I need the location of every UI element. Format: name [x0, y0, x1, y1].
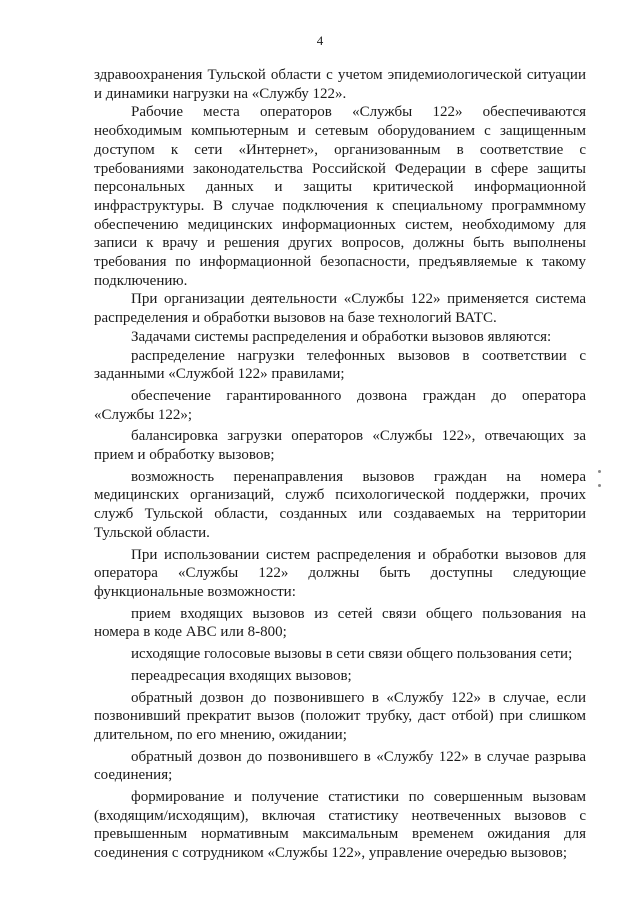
list-item-capability: переадресация входящих вызовов; — [131, 667, 352, 684]
margin-mark — [598, 470, 601, 473]
list-item-task: возможность перенаправления вызовов граждан на номера медицинских организаций, служб психологической поддержки, прочих служб Тульской области, созданных или создаваемых на территории Тульской области. — [94, 468, 586, 541]
paragraph-workplaces: Рабочие места операторов «Службы 122» обеспечиваются необходимым компьютерным и сетевым оборудованием с защищенным доступом к сети «Интернет», организованным в соответствие с требованиями законодательства Российской Федерации в сфере защиты персональных данных и защиты критической информационной инфраструктуры. В случае подключения к специальному программному обеспечению медицинских информационных систем, необходимому для записи к врачу и решения других вопросов, должны быть выполнены требования по информационной безопасности, предъявляемые к такому подключению. — [94, 104, 586, 289]
document-body — [94, 66, 586, 863]
list-item-capability: обратный дозвон до позвонившего в «Службу 122» в случае разрыва соединения; — [94, 748, 586, 784]
list-item-task: распределение нагрузки телефонных вызовов в соответствии с заданными «Службой 122» правилами; — [94, 347, 586, 383]
list-item-capability: исходящие голосовые вызовы в сети связи общего пользования сети; — [131, 646, 573, 663]
list-item-capability: обратный дозвон до позвонившего в «Службу 122» в случае, если позвонивший прекратит вызов (положит трубку, даст отбой) при слишком длительном, по его мнению, ожидании; — [94, 689, 586, 743]
page-number: 4 — [316, 33, 324, 48]
paragraph-continuation: здравоохранения Тульской области с учетом эпидемиологической ситуации и динамики нагрузки на «Службу 122». — [94, 67, 586, 102]
paragraph-vats: При организации деятельности «Службы 122» применяется система распределения и обработки вызовов на базе технологий ВАТС. — [94, 291, 586, 327]
list-item-task: балансировка загрузки операторов «Службы 122», отвечающих за прием и обработку вызовов; — [94, 428, 586, 464]
paragraph-tasks-intro: Задачами системы распределения и обработки вызовов являются: — [131, 328, 552, 345]
list-item-task: обеспечение гарантированного дозвона граждан до оператора «Службы 122»; — [94, 387, 586, 423]
list-item-capability: прием входящих вызовов из сетей связи общего пользования на номера в коде АВС или 8-800; — [94, 605, 586, 641]
paragraph-capabilities-intro: При использовании систем распределения и обработки вызовов для оператора «Службы 122» должны быть доступны следующие функциональные возможности: — [94, 546, 586, 600]
margin-mark — [598, 484, 601, 487]
list-item-capability: формирование и получение статистики по совершенным вызовам (входящим/исходящим), включая статистику неотвеченных вызовов с превышенным нормативным максимальным временем ожидания для соединения с сотрудником «Службы 122», управление очередью вызовов; — [94, 789, 586, 862]
